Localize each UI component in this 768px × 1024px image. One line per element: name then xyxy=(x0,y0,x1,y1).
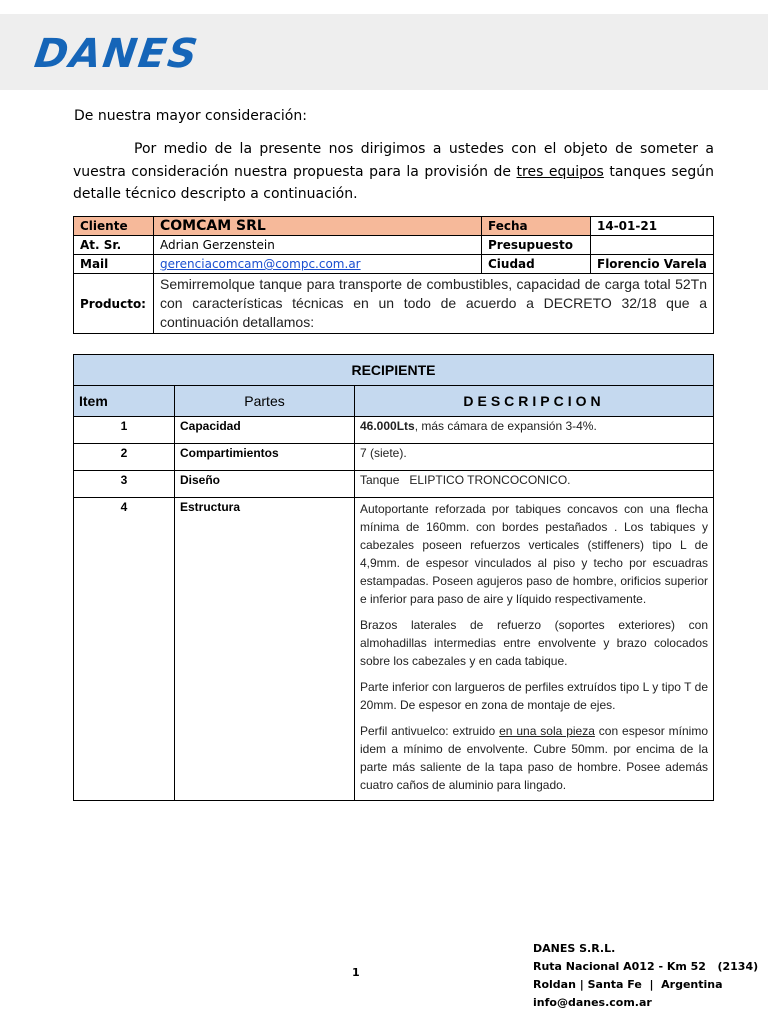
header-partes: Partes xyxy=(175,386,355,417)
capacity-value: 46.000Lts xyxy=(360,419,415,433)
presupuesto-label: Presupuesto xyxy=(482,236,591,255)
row-descripcion: Tanque ELIPTICO TRONCOCONICO. xyxy=(355,471,714,498)
row-item: 2 xyxy=(74,444,175,471)
mail-cell xyxy=(154,255,482,274)
danes-logo: DANES xyxy=(31,31,203,77)
row-descripcion xyxy=(355,417,714,444)
atsr-label: At. Sr. xyxy=(74,236,154,255)
footer-address: Ruta Nacional A012 - Km 52 (2134) xyxy=(533,960,759,973)
row-descripcion: 7 (siete). xyxy=(355,444,714,471)
producto-row xyxy=(74,274,714,334)
presupuesto-value xyxy=(591,236,714,255)
table-row xyxy=(74,471,714,498)
header-descripcion: DESCRIPCION xyxy=(355,386,714,417)
intro-text-2: tanques según detalle técnico descripto a continuación. xyxy=(73,163,714,202)
p4-text-2: con espesor mínimo idem a mínimo de envolvente. Cubre 50mm. por encima de la parte más saliente de la tapa paso de hombre. Posee además cuatro caños de aluminio para lingado. xyxy=(360,724,708,792)
cliente-label: Cliente xyxy=(74,217,154,236)
row-item: 1 xyxy=(74,417,175,444)
table-row xyxy=(74,417,714,444)
row-item: 3 xyxy=(74,471,175,498)
cliente-value: COMCAM SRL xyxy=(154,217,482,236)
row-parte: Capacidad xyxy=(175,417,355,444)
table-header-row xyxy=(74,386,714,417)
row-descripcion xyxy=(355,498,714,801)
estructura-paragraph-3: Parte inferior con largueros de perfiles extruídos tipo L y tipo T de 20mm. De espesor en zona de montaje de ejes. xyxy=(360,680,708,712)
intro-paragraph xyxy=(73,138,714,206)
footer-address-block xyxy=(533,940,758,1012)
fecha-value: 14-01-21 xyxy=(591,217,714,236)
intro-text-1: Por medio de la presente nos dirigimos a ustedes con el objeto de someter a vuestra consideración nuestra propuesta para la provisión de xyxy=(73,141,714,180)
table-row xyxy=(74,498,714,801)
capacity-note: , más cámara de expansión 3-4%. xyxy=(414,419,597,433)
mail-label: Mail xyxy=(74,255,154,274)
row-parte: Diseño xyxy=(175,471,355,498)
producto-value: Semirremolque tanque para transporte de combustibles, capacidad de carga total 52Tn con características técnicas en un todo de acuerdo a DECRETO 32/18 que a continuación detallamos: xyxy=(154,274,714,334)
row-parte: Estructura xyxy=(175,498,355,801)
atsr-value: Adrian Gerzenstein xyxy=(154,236,482,255)
estructura-paragraph-1: Autoportante reforzada por tabiques concavos con una flecha mínima de 160mm. con bordes pestañados . Los tabiques y cabezales poseen refuerzos verticales (stiffeners) tipo L de 4,9mm. de espesor vinculados al piso y techo por escuadras estampadas. Poseen agujeros paso de hombre, orificios superior e inferior para paso de aire y líquido respectivamente. xyxy=(360,502,708,606)
table-row xyxy=(74,444,714,471)
footer-location: Roldan | Santa Fe | Argentina xyxy=(533,978,723,991)
client-row xyxy=(74,217,714,236)
estructura-paragraph-2: Brazos laterales de refuerzo (soportes exteriores) con almohadillas intermedias entre envolvente y brazo colocados sobre los cabezales y en cada tabique. xyxy=(360,618,708,668)
recipiente-table xyxy=(73,354,714,801)
producto-label: Producto: xyxy=(74,274,154,334)
atsr-row xyxy=(74,236,714,255)
row-item: 4 xyxy=(74,498,175,801)
ciudad-label: Ciudad xyxy=(482,255,591,274)
footer-company: DANES S.R.L. xyxy=(533,942,616,955)
footer-email[interactable]: info@danes.com.ar xyxy=(533,996,652,1009)
mail-row xyxy=(74,255,714,274)
client-info-table xyxy=(73,216,714,334)
ciudad-value: Florencio Varela xyxy=(591,255,714,274)
mail-link[interactable]: gerenciacomcam@compc.com.ar xyxy=(160,257,361,271)
intro-underlined: tres equipos xyxy=(516,163,604,180)
p4-underlined: en una sola pieza xyxy=(499,724,595,738)
table-title-row xyxy=(74,355,714,386)
p4-text-1: Perfil antivuelco: extruido xyxy=(360,724,500,738)
row-parte: Compartimientos xyxy=(175,444,355,471)
table-title: RECIPIENTE xyxy=(74,355,714,386)
fecha-label: Fecha xyxy=(482,217,591,236)
estructura-paragraph-4 xyxy=(360,722,708,794)
greeting: De nuestra mayor consideración: xyxy=(74,108,307,124)
header-item: Item xyxy=(74,386,175,417)
page-number: 1 xyxy=(352,966,360,979)
